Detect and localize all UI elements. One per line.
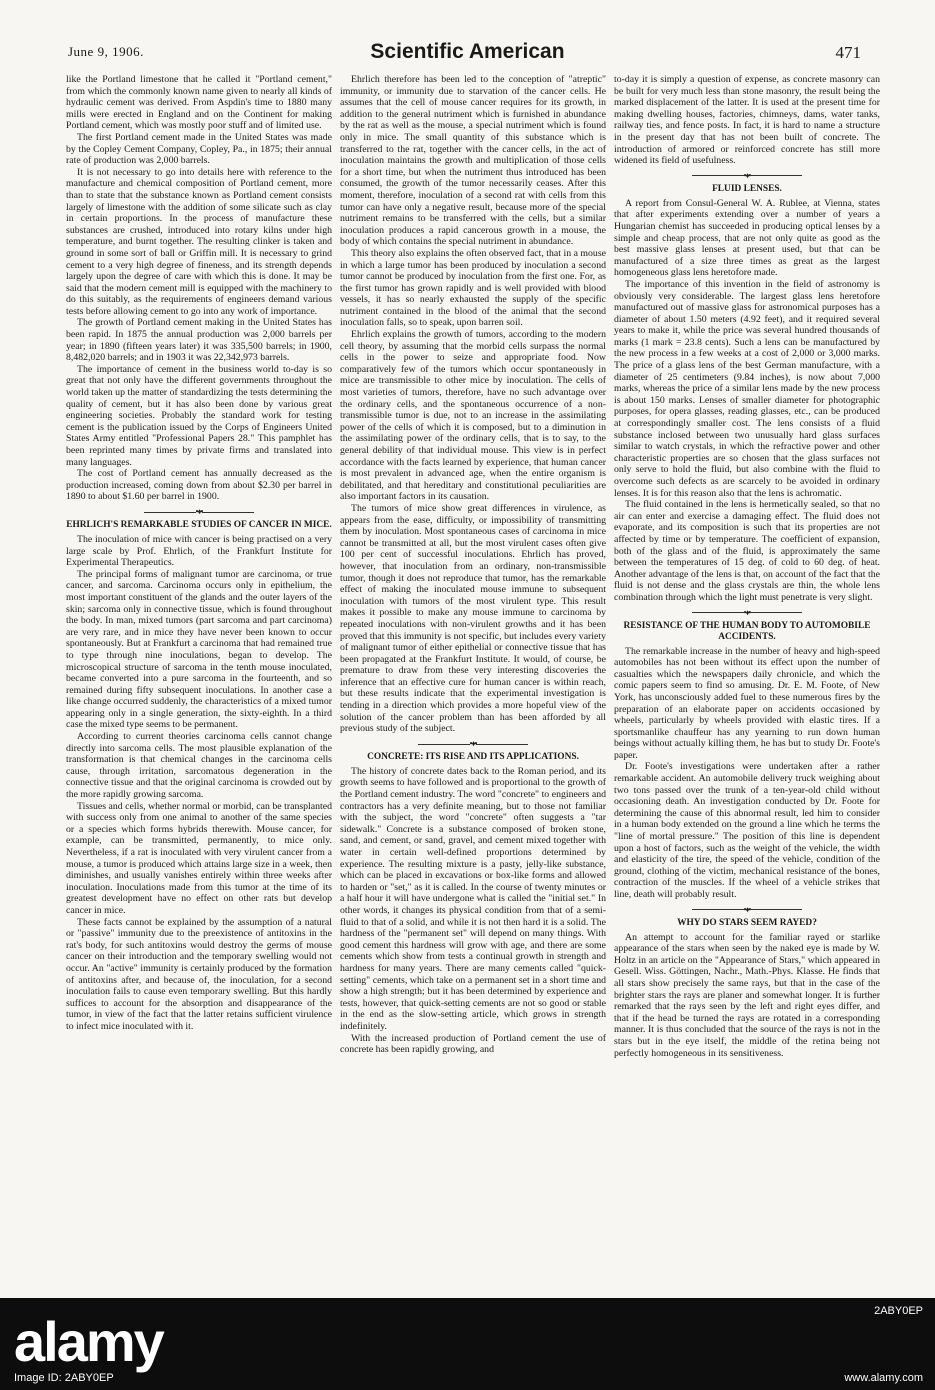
paragraph: With the increased production of Portland cement the use of concrete has been rapidly growing, and <box>340 1032 606 1056</box>
image-id-label: Image ID: 2ABY0EP <box>14 1372 114 1384</box>
masthead-title: Scientific American <box>370 40 565 63</box>
paragraph: like the Portland limestone that he called it "Portland cement," from which the commonly known name given to nearly all kinds of hydraulic cement was derived. From Aspdin's time to 1880 many mills were erected in England and on the Continent for making Portland cement, which was mostly poor stuff and of limited use. <box>66 74 332 132</box>
column-1 <box>66 74 332 1264</box>
paragraph: According to current theories carcinoma cells cannot change directly into sarcoma cells. The most plausible explanation of the transformation is that chemical changes in the carcinoma cells cause, through irritation, sarcomatous degeneration in the connective tissue and that the original carcinoma is crowded out by the more rapidly growing sarcoma. <box>66 731 332 801</box>
column-3 <box>614 74 880 1264</box>
article-heading: EHRLICH'S REMARKABLE STUDIES OF CANCER IN MICE. <box>66 519 332 530</box>
issue-date: June 9, 1906. <box>68 44 144 59</box>
separator-rule-right <box>476 744 528 745</box>
separator-rule-left <box>692 175 744 176</box>
paragraph: The importance of cement in the business world to-day is so great that not only have the different governments throughout the world taken up the matter of standardizing the tests determining the quality of cement, but it has also been done by various great engineering societies. Probably the standard work for testing cement is the publication issued by the Corps of Engineers United States Army entitled "Professional Papers 28." This pamphlet has been reprinted many times by private firms and translated into many languages. <box>66 363 332 468</box>
article-separator <box>66 508 332 516</box>
column-2 <box>340 74 606 1264</box>
paragraph: The fluid contained in the lens is hermetically sealed, so that no air can enter and exercise a damaging effect. The fluid does not evaporate, and its composition is such that its properties are not affected by time or by temperature. The coefficient of expansion, both of the glass and of the fluid, is approximately the same between the temperatures of 15 deg. of cold to 60 deg. of heat. Another advantage of the lens is that, on account of the fact that the fluid is not dense and the glass crystals are thin, the whole lens combination through which the light must penetrate is very slight. <box>614 499 880 603</box>
article-separator <box>340 740 606 748</box>
article-heading: CONCRETE: ITS RISE AND ITS APPLICATIONS. <box>367 751 579 762</box>
paragraph: These facts cannot be explained by the assumption of a natural or "passive" immunity due to the preexistence of antitoxins in the rat's body, for such antitoxins would destroy the germs of mouse cancer on their introduction and the temporary swelling would not occur. An "active" immunity is certainly produced by the formation of antitoxins after, and because of, the inoculation, for a second inoculation fails to cause even temporary swelling. But this hardly suffices to account for the absorption and disappearance of the tumor, in view of the fact that the latter retains sufficient virulence to infect mice inoculated with it. <box>66 916 332 1032</box>
page-number: 471 <box>835 43 861 62</box>
separator-rule-right <box>750 909 802 910</box>
paragraph: The remarkable increase in the number of heavy and high-speed automobiles has not been without its effect upon the number of casualties which the newspapers daily chronicle, and which the comic papers seem to find so amusing. Dr. E. M. Foote, of New York, has unconsciously added fuel to these numerous fires by the preparation of an elaborate paper on accidents occasioned by wheels, particularly by wheels provided with elastic tires. If a sportsmanlike chauffeur has any yearning to run down human beings without actually killing them, he has but to study Dr. Foote's paper. <box>614 645 880 761</box>
separator-rule-right <box>202 512 254 513</box>
separator-ornament: •♦• <box>743 904 751 914</box>
separator-rule-left <box>692 909 744 910</box>
separator-rule-right <box>750 612 802 613</box>
paragraph: to-day it is simply a question of expense, as concrete masonry can be built for very much less than stone masonry, the result being the marked displacement of the latter. It is used at the present time for making dwelling houses, factories, chimneys, dams, water tanks, railway ties, and fence posts. In fact, it is hard to name a structure in the present day that has not been built of concrete. The introduction of armored or reinforced concrete has still more widened its field of usefulness. <box>614 74 880 167</box>
paragraph: The inoculation of mice with cancer is being practised on a very large scale by Prof. Ehrlich, of the Frankfurt Institute for Experimental Therapeutics. <box>66 533 332 569</box>
article-separator <box>614 172 880 180</box>
article-heading: WHY DO STARS SEEM RAYED? <box>677 917 817 928</box>
separator-ornament: •♦• <box>743 170 751 180</box>
paragraph: The cost of Portland cement has annually decreased as the production increased, coming down from about $2.30 per barrel in 1890 to about $1.60 per barrel in 1900. <box>66 468 332 503</box>
paragraph: Ehrlich explains the growth of tumors, according to the modern cell theory, by assuming that the morbid cells surpass the normal cells in the power to seize and appropriate food. Now comparatively few of the tumors which occur spontaneously in mice are transmissible to other mice by inoculation. The cells of most varieties of tumors, therefore, have no such advantage over the ordinary cells, and the spontaneous occurrence of a non-transmissible tumor is due, not to an increase in the assimilating power of the cells of which it is composed, but to a diminution in the assimilating power of the ordinary cells, that is to say, to the general debility of that individual mouse. This view is in perfect accordance with the facts learned by experience, that human cancer is most prevalent in advanced age, when the entire organism is debilitated, and that hereditary and constitutional peculiarities are also important factors in its causation. <box>340 329 606 503</box>
separator-rule-right <box>750 175 802 176</box>
stock-id: 2ABY0EP <box>874 1305 923 1317</box>
article-separator <box>614 609 880 617</box>
paragraph: An attempt to account for the familiar rayed or starlike appearance of the stars when seen by the naked eye is made by W. Holtz in an article on the "Appearance of Stars," which appeared in Gesell. Wiss. Göttingen, Nachr., Math.-Phys. Klasse. He finds that all stars show precisely the same rays, but that in the case of the brighter stars the rays are planer and somewhat longer. It is further remarked that the rays seen by the left and right eyes differ, and that if the head be turned the rays are rotated in a corresponding manner. It is thus concluded that the source of the rays is not in the stars but in the eye itself, the middle of the retina being not perfectly homogeneous in its sensitiveness. <box>614 931 880 1059</box>
separator-rule-left <box>418 744 470 745</box>
paragraph: A report from Consul-General W. A. Rublee, at Vienna, states that after experiments extending over a number of years a Hungarian chemist has succeeded in producing optical lenses by a simple and cheap process, that are not only quite as good as the best massive glass lenses at present used, but that can be manufactured of a size three times as great as the largest homogeneous glass lens heretofore made. <box>614 197 880 279</box>
alamy-logo: alamy <box>14 1310 163 1373</box>
paragraph: The tumors of mice show great differences in virulence, as appears from the ease, difficulty, or impossibility of transmitting them by inoculation. Most spontaneous cases of carcinoma in mice cannot be transmitted at all, but the most virulent cases often give 100 per cent of successful inoculations. Ehrlich has proved, however, that inoculation from an ordinary, non-transmissible tumor, though it does not reproduce that tumor, has the remarkable effect of making the inoculated mouse immune to subsequent inoculation with tumors of the most virulent type. This result makes it possible to make any mouse immune to carcinoma by repeated inoculations with non-virulent growths and it has been proved that this immunity is not specific, but includes every variety of malignant tumor of either epithelial or connective tissue that has been propagated at the Frankfurt Institute. It would, of course, be premature to draw from these very interesting discoveries the inference that an effective cure for human cancer is within reach, but these results indicate that the experimental investigation is tending in a direction which provides a more hopeful view of the solution of the cancer problem than has been afforded by all previous study of the subject. <box>340 502 606 735</box>
paragraph: It is not necessary to go into details here with reference to the manufacture and chemical composition of Portland cement, more than to state that the substance known as Portland cement consists largely of limestone with the addition of some silicate such as clay in certain proportions. In the process of manufacture these substances are crushed, introduced into rotary kilns under high temperature, and burnt together. The resulting clinker is taken and ground in some sort of ball or Griffin mill. It is necessary to grind cement to a very high degree of fineness, and its strength depends largely upon the degree of care with which this is done. It may be said that the modern cement mill is equipped with the machinery to do this suitably, as the requirements of engineers demand various tests before allowing cement to go into any work of importance. <box>66 166 332 317</box>
paragraph: Tissues and cells, whether normal or morbid, can be transplanted with success only from one animal to another of the same species or a species which forms hybrids therewith. Mouse cancer, for example, can be transmitted, permanently, to mice only. Nevertheless, if a rat is inoculated with very virulent cancer from a mouse, a tumor is produced which attains large size in a week, then diminishes, and usually vanishes entirely within three weeks after inoculation. Inoculations made from this tumor at the time of its greatest development have no effect on other rats but develop cancer in mice. <box>66 800 332 916</box>
article-heading: RESISTANCE OF THE HUMAN BODY TO AUTOMOBILE ACCIDENTS. <box>623 620 871 642</box>
paragraph: The history of concrete dates back to the Roman period, and its growth seems to have followed and is proportional to the growth of the Portland cement industry. The word "concrete" to engineers and contractors has a very definite meaning, but to those not familiar with the subject, the word "concrete" often suggests a "tar sidewalk." Concrete is a substance composed of broken stone, sand, and cement, or sand, gravel, and cement mixed together with water in certain well-defined proportions determined by experience. The resulting mixture is a pasty, jelly-like substance, which can be placed in excavations or box-like forms and allowed to harden or "set," as it is called. In the course of twenty minutes or a half hour it will have undergone what is called the "initial set." In other words, it changes its physical condition from that of a semi-fluid to that of a solid, and while it is not then hard it is a solid. The hardness of the "permanent set" will depend on many things. With good cement this hardness will grow with age, and there are some cements which show from tests a continual growth in strength and hardness for many years. There are many cements called "quick-setting" cements, which take on a permanent set in a short time and show a high strength; but it has been determined by experience and tests, however, that quick-setting cements are not so good or stable in the end as the slow-setting article, which grows in strength indefinitely. <box>340 765 606 1032</box>
article-separator <box>614 906 880 914</box>
paragraph: Ehrlich therefore has been led to the conception of "atreptic" immunity, or immunity due to starvation of the cancer cells. He assumes that the cell of mouse cancer requires for its growth, in addition to the general nutriment which is furnished in abundance by the rat as well as the mouse, a special nutriment which is found only in mice. The small quantity of this substance which is transferred to the rat, together with the cancer cells, in the act of inoculation maintains the growth and multiplication of those cells for a short time, but when the nutriment thus introduced has been consumed, the growth of the tumor necessarily ceases. After this moment, therefore, inoculation of a second rat with cells from this tumor can have only a negative result, because more of the special nutriment remains to be transferred with the cells, but a similar inoculation produces a rapid cancerous growth in a mouse, the body of which contains the special nutriment in abundance. <box>340 74 606 248</box>
paragraph: Dr. Foote's investigations were undertaken after a rather remarkable accident. An automobile delivery truck weighing about two tons passed over the trunk of a ten-year-old child without occasioning death. An investigation conducted by Dr. Foote for determining the cause of this abnormal result, led him to consider in a human body extended on the ground a line which he terms the "line of mortal pressure." The position of this line is dependent upon a host of factors, such as the weight of the vehicle, the width and elasticity of the tire, the speed of the vehicle, condition of the ground, clothing of the victim, mechanical resistance of the bones, contraction of the muscles. If the wheel of a vehicle strikes that line, death will probably result. <box>614 761 880 900</box>
paragraph: The principal forms of malignant tumor are carcinoma, or true cancer, and sarcoma. Carcinoma occurs only in epithelium, the most important constituent of the glands and the outer layers of the skin; sarcoma only in connective tissue, which is found throughout the body. In man, mixed tumors (part sarcoma and part carcinoma) are very rare, and in mice they have never been known to occur spontaneously. But at Frankfurt a carcinoma that had remained true to type through nine inoculations, began to develop. The microscopical structure of sarcoma in the tenth mouse inoculated, became converted into a pure sarcoma in the fourteenth, and so remained during fifty subsequent inoculations. In another case a like change occurred suddenly, the characteristics of a mixed tumor appearing only in a single generation, the sixty-eighth. In a third case the mixed type seems to be permanent. <box>66 568 332 731</box>
separator-rule-left <box>144 512 196 513</box>
separator-ornament: •♦• <box>195 506 203 516</box>
article-heading: FLUID LENSES. <box>712 183 782 194</box>
paragraph: The growth of Portland cement making in the United States has been rapid. In 1875 the annual production was 2,000 barrels per year; in 1890 (fifteen years later) it was 335,500 barrels; in 1900, 8,482,020 barrels; and in 1903 it was 22,342,973 barrels. <box>66 317 332 364</box>
separator-rule-left <box>692 612 744 613</box>
paragraph: The first Portland cement made in the United States was made by the Copley Cement Company, Copley, Pa., in 1875; their annual rate of production was 2,000 barrels. <box>66 131 332 167</box>
paragraph: This theory also explains the often observed fact, that in a mouse in which a large tumor has been produced by inoculation a second tumor cannot be produced by inoculation from the first one. For, as the first tumor has grown rapidly and is well provided with blood vessels, it has so nearly exhausted the supply of the specific nutriment contained in the blood of the animal that the second inoculation falls, so to speak, upon barren soil. <box>340 247 606 329</box>
paragraph: The importance of this invention in the field of astronomy is obviously very considerable. The largest glass lens heretofore manufactured out of massive glass for astronomical purposes has a diameter of about 1.50 meters (4.92 feet), and it required several years to make it, while the price was several hundred thousands of marks (1 mark = 23.8 cents). Such a lens can be manufactured by the new process in a few weeks at a cost of 2,000 or 3,000 marks. The price of a glass lens of the best German manufacture, with a diameter of 25 centimeters (9.84 inches), is now about 7,000 marks, whereas the price of a similar lens made by the new process is about 150 marks. Lenses of smaller diameter for photographic purposes, for opera glasses, reading glasses, etc., can be produced at correspondingly smaller cost. The lens consists of a fluid substance inclosed between two unusually hard glass surfaces similar to watch crystals, in which the refractive power and other characteristic properties are so chosen that the glass surfaces not only serve to hold the fluid, but also combine with the fluid to overcome such defects as are scarcely to be avoided in ordinary lenses. It is for this reason also that the lens is achromatic. <box>614 278 880 499</box>
separator-ornament: •♦• <box>469 738 477 748</box>
separator-ornament: •♦• <box>743 607 751 617</box>
alamy-url: www.alamy.com <box>844 1372 923 1384</box>
